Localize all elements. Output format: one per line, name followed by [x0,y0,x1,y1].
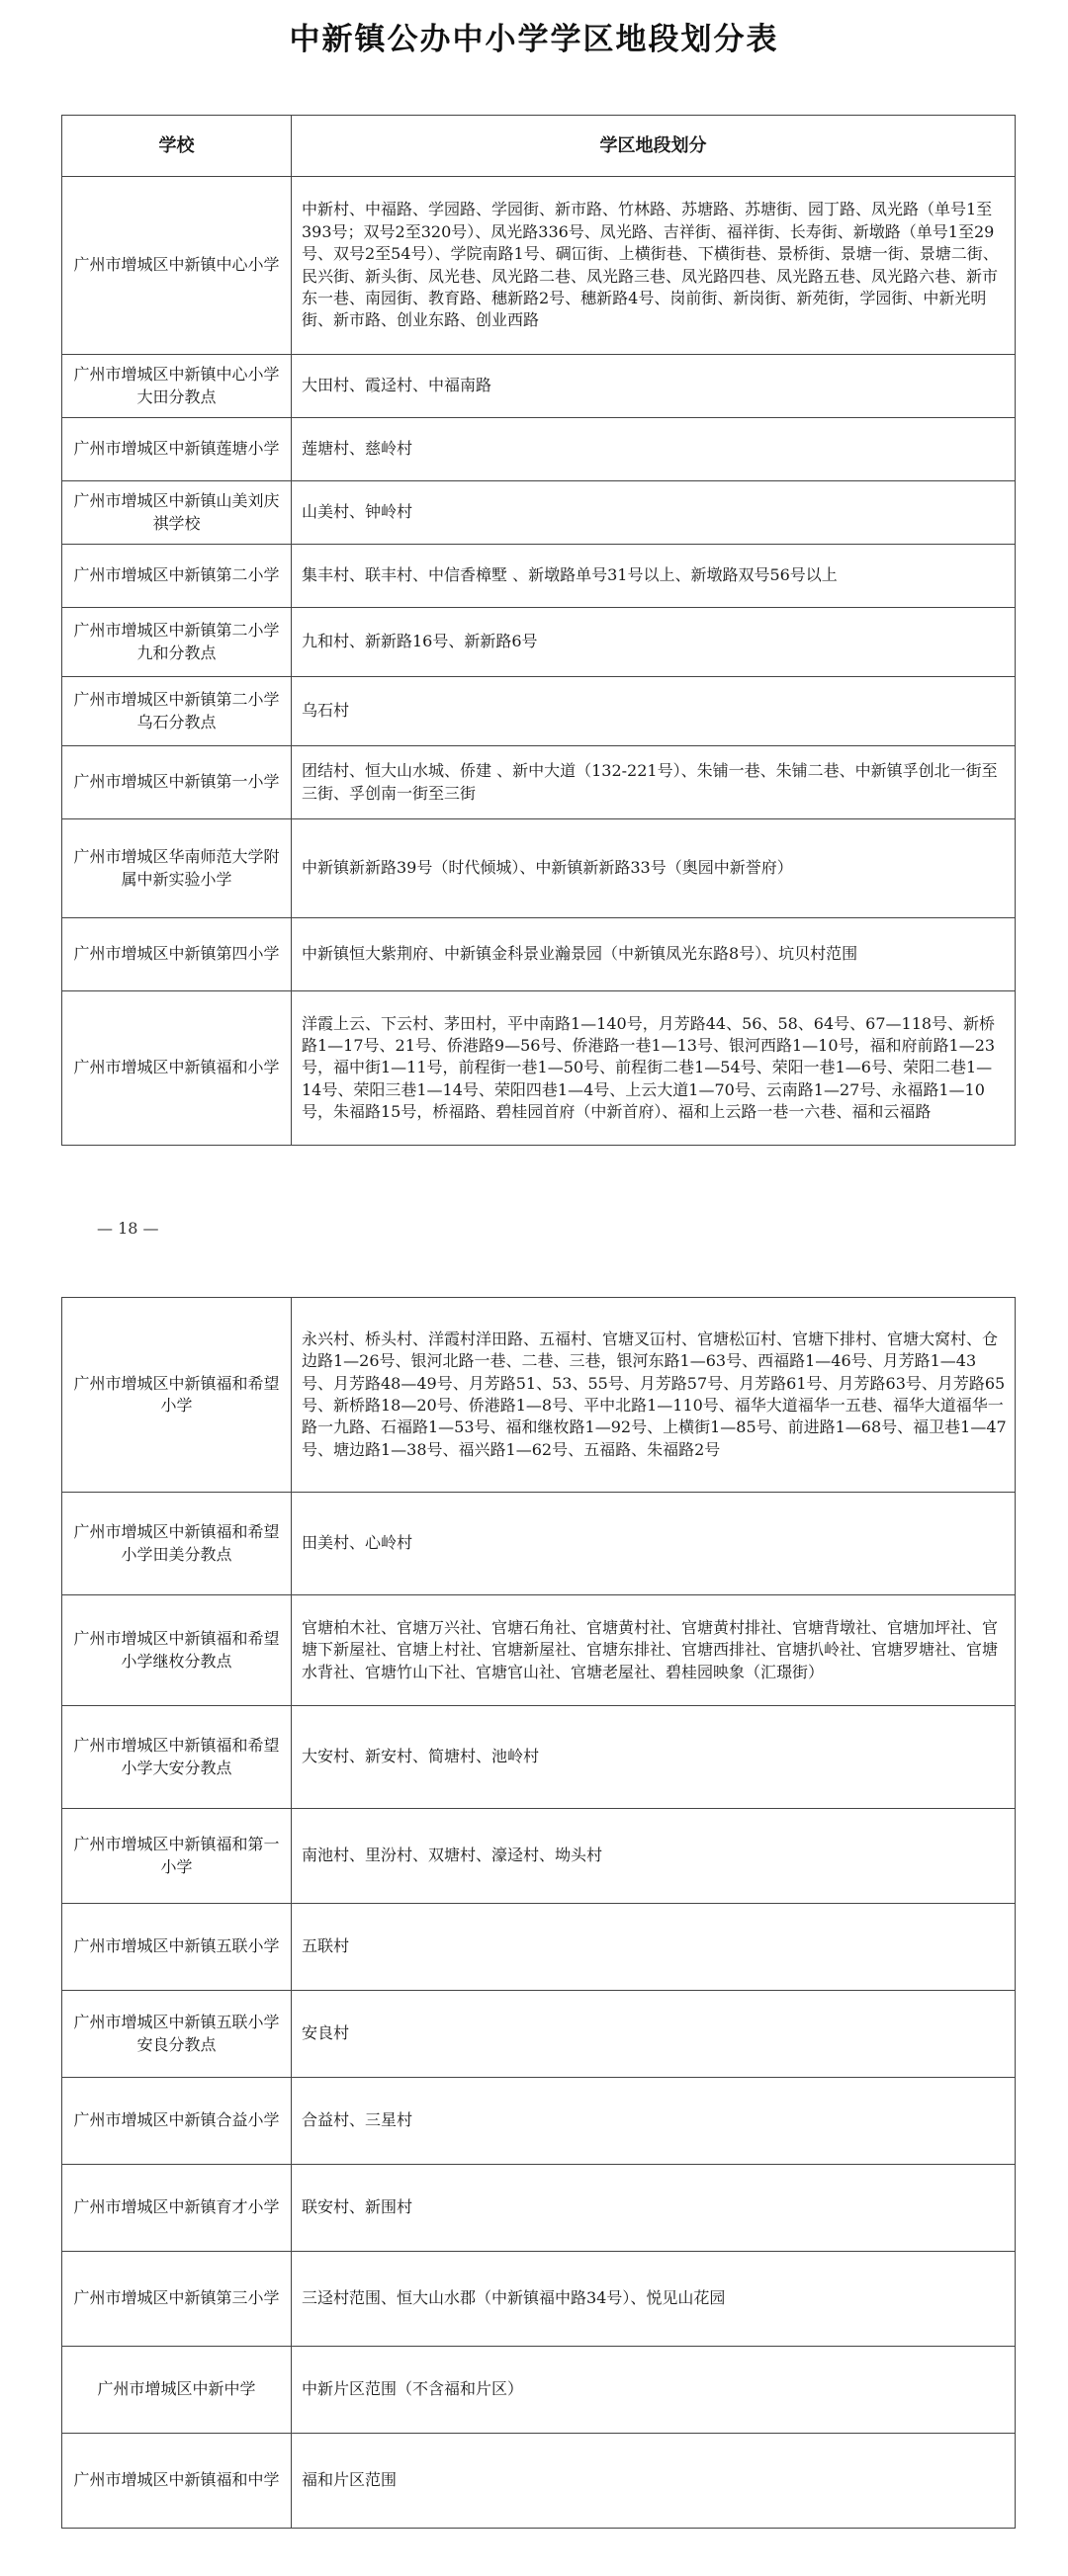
district-area-cell: 永兴村、桥头村、洋霞村洋田路、五福村、官塘叉冚村、官塘松冚村、官塘下排村、官塘大窝村、仓边路1—26号、银河北路一巷、二巷、三巷，银河东路1—63号、西福路1—46号、月芳路1—43号、月芳路48—49号、月芳路51、53、55号、月芳路57号、月芳路61号、月芳路63号、月芳路65号、新桥路18—20号、侨港路1—8号、平中北路1—110号、福华大道福华一五巷、福华大道福华一路一九路、石福路1—53号、福和继枚路1—92号、上横街1—85号、前进路1—68号、福卫巷1—47号、塘边路1—38号、福兴路1—62号、五福路、朱福路2号 [292,1298,1016,1493]
school-name-cell: 广州市增城区中新镇中心小学大田分教点 [62,355,292,418]
page-number: — 18 — [97,1219,159,1238]
school-name-cell: 广州市增城区中新镇福和中学 [62,2434,292,2529]
school-name-cell: 广州市增城区中新镇福和希望小学继枚分教点 [62,1595,292,1706]
table-row [62,1991,1016,2078]
table-header-row [62,116,1016,177]
district-area-cell: 大田村、霞迳村、中福南路 [292,355,1016,418]
school-name-cell: 广州市增城区中新镇五联小学安良分教点 [62,1991,292,2078]
school-name-cell: 广州市增城区中新镇福和希望小学大安分教点 [62,1706,292,1809]
school-name-cell: 广州市增城区中新镇育才小学 [62,2165,292,2252]
table-row [62,1298,1016,1493]
district-area-cell: 集丰村、联丰村、中信香樟墅 、新墩路单号31号以上、新墩路双号56号以上 [292,545,1016,608]
table-row [62,355,1016,418]
table-row [62,177,1016,355]
district-area-cell: 安良村 [292,1991,1016,2078]
table-row [62,2165,1016,2252]
district-area-cell: 团结村、恒大山水城、侨建 、新中大道（132-221号）、朱铺一巷、朱铺二巷、中新镇孚创北一街至三街、孚创南一街至三街 [292,746,1016,819]
table-row [62,991,1016,1146]
district-area-cell: 九和村、新新路16号、新新路6号 [292,608,1016,677]
district-area-cell: 山美村、钟岭村 [292,481,1016,545]
school-name-cell: 广州市增城区中新镇第三小学 [62,2252,292,2347]
school-name-cell: 广州市增城区中新镇中心小学 [62,177,292,355]
school-name-cell: 广州市增城区中新镇第四小学 [62,918,292,991]
district-area-cell: 莲塘村、慈岭村 [292,418,1016,481]
district-area-cell: 大安村、新安村、简塘村、池岭村 [292,1706,1016,1809]
school-name-cell: 广州市增城区中新镇福和希望小学 [62,1298,292,1493]
table-row [62,1706,1016,1809]
district-area-cell: 联安村、新围村 [292,2165,1016,2252]
school-name-cell: 广州市增城区中新镇莲塘小学 [62,418,292,481]
table-row [62,418,1016,481]
district-table-part-2 [61,1297,1016,2529]
school-name-cell: 广州市增城区中新镇山美刘庆祺学校 [62,481,292,545]
school-name-cell: 广州市增城区中新镇福和小学 [62,991,292,1146]
district-table-part-1 [61,115,1016,1146]
page-title: 中新镇公办中小学学区地段划分表 [289,22,779,57]
district-area-cell: 中新片区范围（不含福和片区） [292,2347,1016,2434]
table-row [62,1904,1016,1991]
district-area-cell: 福和片区范围 [292,2434,1016,2529]
school-name-cell: 广州市增城区中新镇第二小学 [62,545,292,608]
table-row [62,1809,1016,1904]
header-school: 学校 [62,116,292,177]
school-name-cell: 广州市增城区中新镇五联小学 [62,1904,292,1991]
school-name-cell: 广州市增城区中新镇第二小学九和分教点 [62,608,292,677]
header-area: 学区地段划分 [292,116,1016,177]
district-area-cell: 乌石村 [292,677,1016,746]
school-name-cell: 广州市增城区中新镇福和第一小学 [62,1809,292,1904]
district-area-cell: 中新村、中福路、学园路、学园街、新市路、竹林路、苏塘路、苏塘街、园丁路、凤光路（单号1至393号；双号2至320号）、凤光路336号、凤光路、吉祥街、福祥街、长寿街、新墩路（单号1至29号、双号2至54号）、学院南路1号、碉冚街、上横街巷、下横街巷、景桥街、景塘一街、景塘二街、民兴街、新头街、凤光巷、凤光路二巷、凤光路三巷、凤光路四巷、凤光路五巷、凤光路六巷、新市东一巷、南园街、教育路、穗新路2号、穗新路4号、岗前街、新岗街、新苑街，学园街、中新光明街、新市路、创业东路、创业西路 [292,177,1016,355]
district-area-cell: 合益村、三星村 [292,2078,1016,2165]
school-name-cell: 广州市增城区华南师范大学附属中新实验小学 [62,819,292,918]
school-name-cell: 广州市增城区中新中学 [62,2347,292,2434]
district-area-cell: 洋霞上云、下云村、茅田村，平中南路1—140号，月芳路44、56、58、64号、67—118号、新桥路1—17号、21号、侨港路9—56号、侨港路一巷1—13号、银河西路1—10号，福和府前路1—23号，福中街1—11号，前程街一巷1—50号、前程街二巷1—54号、荣阳一巷1—6号、荣阳二巷1—14号、荣阳三巷1—14号、荣阳四巷1—4号、上云大道1—70号、云南路1—27号、永福路1—10号，朱福路15号，桥福路、碧桂园首府（中新首府）、福和上云路一巷一六巷、福和云福路 [292,991,1016,1146]
table-row [62,608,1016,677]
table-row [62,918,1016,991]
table-row [62,2347,1016,2434]
table-row [62,819,1016,918]
district-area-cell: 田美村、心岭村 [292,1493,1016,1595]
district-area-cell: 五联村 [292,1904,1016,1991]
table-row [62,2434,1016,2529]
table-row [62,1595,1016,1706]
table-row [62,545,1016,608]
district-area-cell: 南池村、里汾村、双塘村、濠迳村、坳头村 [292,1809,1016,1904]
school-name-cell: 广州市增城区中新镇福和希望小学田美分教点 [62,1493,292,1595]
district-area-cell: 官塘柏木社、官塘万兴社、官塘石角社、官塘黄村社、官塘黄村排社、官塘背墩社、官塘加坪社、官塘下新屋社、官塘上村社、官塘新屋社、官塘东排社、官塘西排社、官塘扒岭社、官塘罗塘社、官塘水背社、官塘竹山下社、官塘官山社、官塘老屋社、碧桂园映象（汇璟街） [292,1595,1016,1706]
district-area-cell: 中新镇恒大紫荆府、中新镇金科景业瀚景园（中新镇凤光东路8号）、坑贝村范围 [292,918,1016,991]
table-row [62,481,1016,545]
school-name-cell: 广州市增城区中新镇第二小学乌石分教点 [62,677,292,746]
table-row [62,2252,1016,2347]
district-area-cell: 三迳村范围、恒大山水郡（中新镇福中路34号）、悦见山花园 [292,2252,1016,2347]
table-row [62,677,1016,746]
table-row [62,2078,1016,2165]
district-area-cell: 中新镇新新路39号（时代倾城）、中新镇新新路33号（奥园中新誉府） [292,819,1016,918]
table-row [62,746,1016,819]
school-name-cell: 广州市增城区中新镇合益小学 [62,2078,292,2165]
table-row [62,1493,1016,1595]
school-name-cell: 广州市增城区中新镇第一小学 [62,746,292,819]
